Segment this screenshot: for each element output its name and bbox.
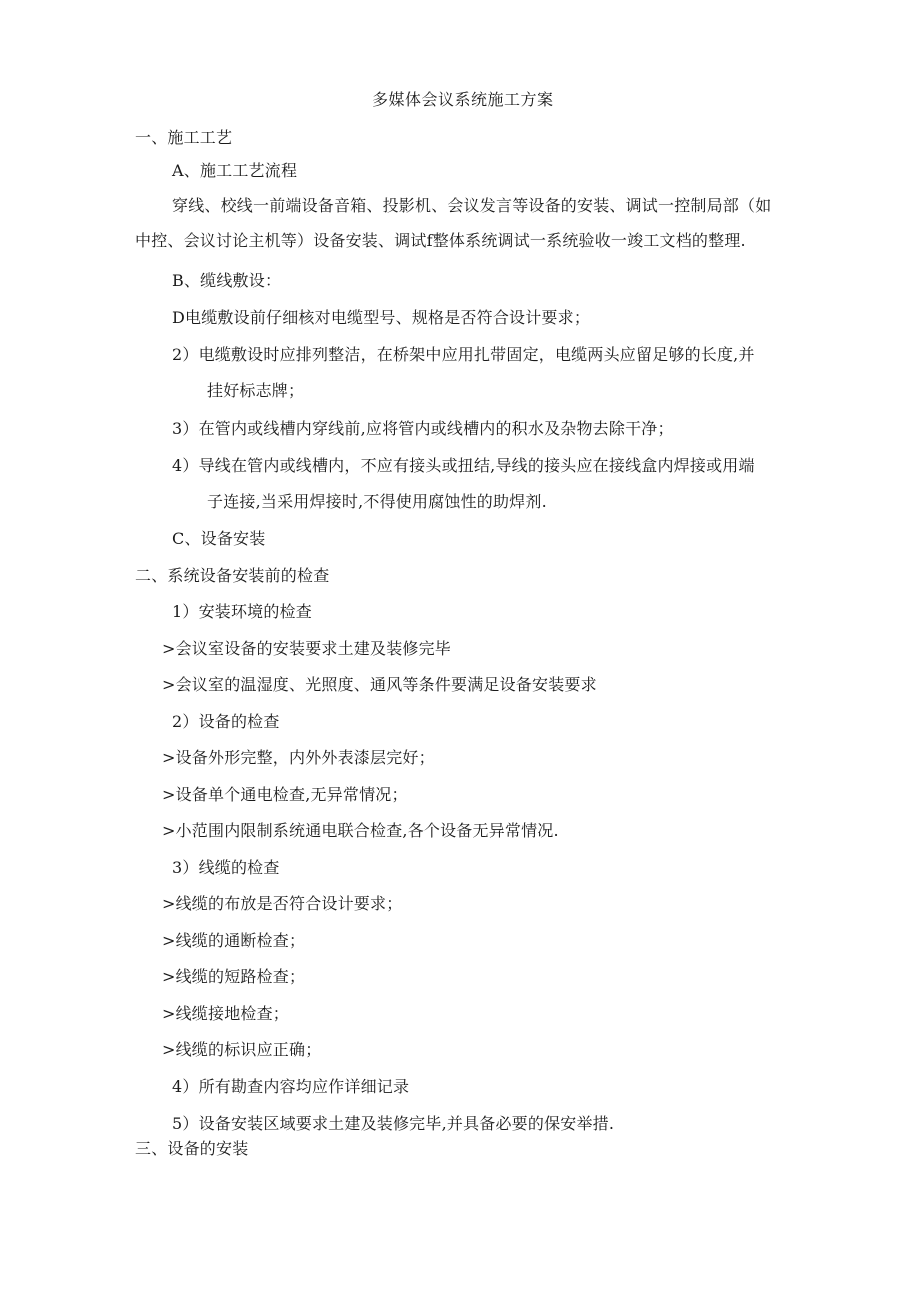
subheading-c: C、设备安装 (172, 529, 266, 548)
section-heading-2: 二、系统设备安装前的检查 (135, 566, 330, 585)
section-heading-3: 三、设备的安装 (135, 1139, 249, 1158)
bullet-item: >线缆的通断检查； (162, 931, 306, 950)
paragraph-line: 穿线、校线一前端设备音箱、投影机、会议发言等设备的安装、调试一控制局部（如 (172, 196, 772, 215)
subheading-b: B、缆线敷设： (172, 271, 282, 290)
bullet-item: >小范围内限制系统通电联合检查,各个设备无异常情况. (162, 821, 559, 840)
list-item-continuation: 挂好标志牌； (207, 381, 305, 400)
list-item: D电缆敷设前仔细核对电缆型号、规格是否符合设计要求； (172, 308, 591, 327)
list-item-continuation: 子连接,当采用焊接时,不得使用腐蚀性的助焊剂. (207, 492, 547, 511)
list-item: 2）设备的检查 (172, 712, 280, 731)
subheading-a: A、施工工艺流程 (172, 161, 298, 180)
list-item: 4）所有勘查内容均应作详细记录 (172, 1077, 410, 1096)
bullet-item: >设备单个通电检查,无异常情况； (162, 785, 408, 804)
list-item: 2）电缆敷设时应排列整洁，在桥架中应用扎带固定，电缆两头应留足够的长度,并 (172, 345, 755, 364)
list-item: 1）安装环境的检查 (172, 602, 312, 621)
section-heading-1: 一、施工工艺 (135, 128, 233, 147)
paragraph-line: 中控、会议讨论主机等）设备安装、调试f整体系统调试一系统验收一竣工文档的整理. (135, 231, 746, 250)
list-item: 4）导线在管内或线槽内，不应有接头或扭结,导线的接头应在接线盒内焊接或用端 (172, 456, 755, 475)
bullet-item: >线缆的布放是否符合设计要求； (162, 894, 403, 913)
bullet-item: >设备外形完整，内外外表漆层完好； (162, 748, 435, 767)
bullet-item: >线缆的短路检查； (162, 967, 306, 986)
list-item: 3）线缆的检查 (172, 858, 280, 877)
bullet-item: >线缆接地检查； (162, 1004, 290, 1023)
page-title: 多媒体会议系统施工方案 (372, 90, 554, 109)
bullet-item: >线缆的标识应正确； (162, 1040, 322, 1059)
bullet-item: >会议室的温湿度、光照度、通风等条件要满足设备安装要求 (162, 675, 597, 694)
list-item: 5）设备安装区域要求土建及装修完毕,并具备必要的保安举措. (172, 1114, 615, 1133)
bullet-item: >会议室设备的安装要求土建及装修完毕 (162, 639, 452, 658)
list-item: 3）在管内或线槽内穿线前,应将管内或线槽内的积水及杂物去除干净； (172, 419, 674, 438)
